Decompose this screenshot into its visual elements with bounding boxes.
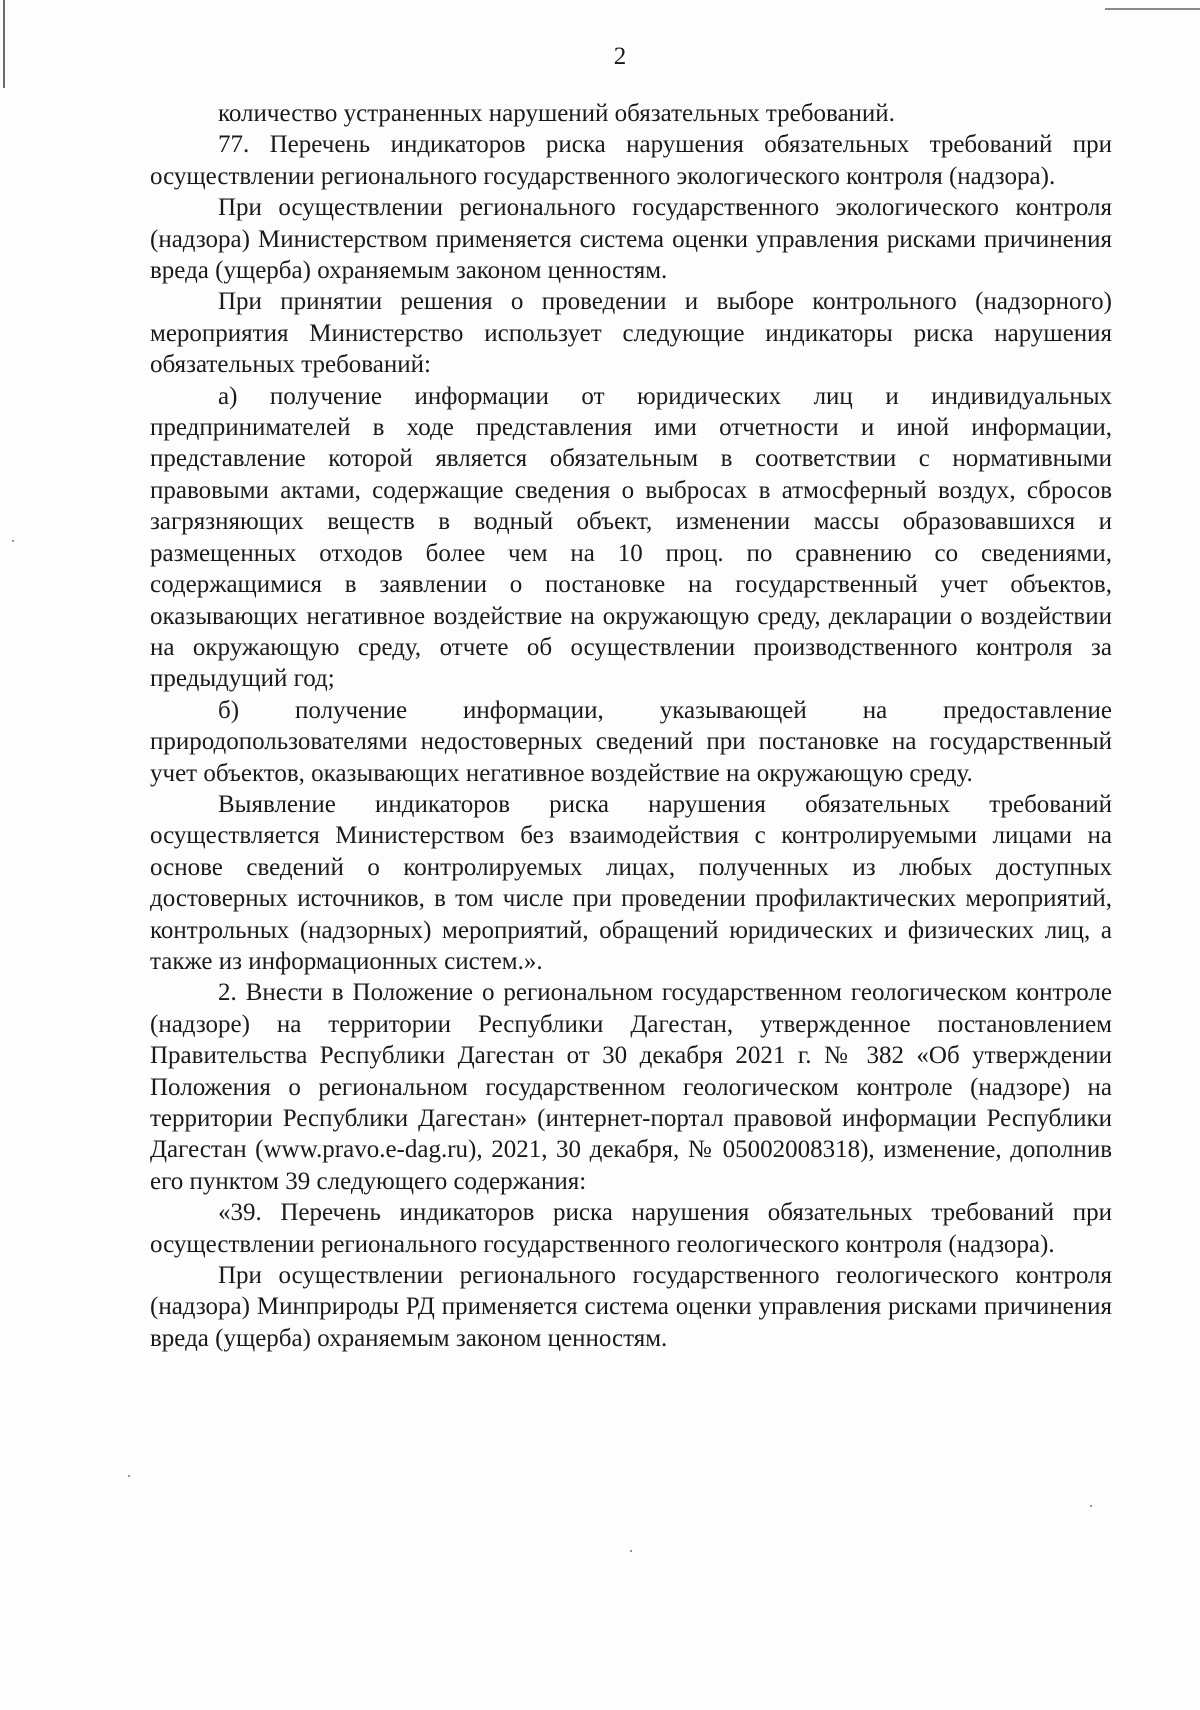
paragraph: При осуществлении регионального государственного экологического контроля (надзора) Министерством применяется система оценки управления рисками причинения вреда (ущерба) охраняемым законом ценностям. [150, 194, 1112, 285]
paragraph: количество устраненных нарушений обязательных требований. [218, 100, 895, 127]
document-body [150, 98, 1112, 1354]
scan-speck [12, 540, 14, 542]
paragraph: При принятии решения о проведении и выборе контрольного (надзорного) мероприятия Министерство использует следующие индикаторы риска нарушения обязательных требований: [150, 288, 1112, 379]
paragraph: Выявление индикаторов риска нарушения обязательных требований осуществляется Министерством без взаимодействия с контролируемыми лицами на основе сведений о контролируемых лицах, полученных из любых доступных достоверных источников, в том числе при проведении профилактических мероприятий, контрольных (надзорных) мероприятий, обращений юридических и физических лиц, а также из информационных систем.». [150, 790, 1112, 975]
paragraph: «39. Перечень индикаторов риска нарушения обязательных требований при осуществлении регионального государственного геологического контроля (надзора). [150, 1199, 1112, 1258]
paragraph: 2. Внести в Положение о региональном государственном геологическом контроле (надзоре) на территории Республики Дагестан, утвержденное постановлением Правительства Республики Дагестан от 30 декабря 2021 г. № 382 «Об утверждении Положения о региональном государственном геологическом контроле (надзоре) на территории Республики Дагестан» (интернет-портал правовой информации Республики Дагестан (www.pravo.e-dag.ru), 2021, 30 декабря, № 05002008318), изменение, дополнив его пунктом 39 следующего содержания: [150, 979, 1112, 1195]
scan-edge-mark [1105, 8, 1200, 10]
scan-speck [630, 1550, 632, 1552]
scan-speck [128, 1475, 130, 1477]
scan-speck [1090, 1505, 1092, 1507]
paragraph: б) получение информации, указывающей на предоставление природопользователями недостоверных сведений при постановке на государственный учет объектов, оказывающих негативное воздействие на окружающую среду. [150, 696, 1112, 787]
page-number: 2 [613, 43, 627, 70]
paragraph: При осуществлении регионального государственного геологического контроля (надзора) Минприроды РД применяется система оценки управления рисками причинения вреда (ущерба) охраняемым законом ценностям. [150, 1262, 1112, 1352]
paragraph: 77. Перечень индикаторов риска нарушения обязательных требований при осуществлении регионального государственного экологического контроля (надзора). [150, 131, 1112, 190]
paragraph: а) получение информации от юридических лиц и индивидуальных предпринимателей в ходе представления ими отчетности и иной информации, представление которой является обязательным в соответствии с нормативными правовыми актами, содержащие сведения о выбросах в атмосферный воздух, сбросов загрязняющих веществ в водный объект, изменении массы образовавшихся и размещенных отходов более чем на 10 проц. по сравнению со сведениями, содержащимися в заявлении о постановке на государственный учет объектов, оказывающих негативное воздействие на окружающую среду, декларации о воздействии на окружающую среду, отчете об осуществлении производственного контроля за предыдущий год; [150, 382, 1112, 693]
